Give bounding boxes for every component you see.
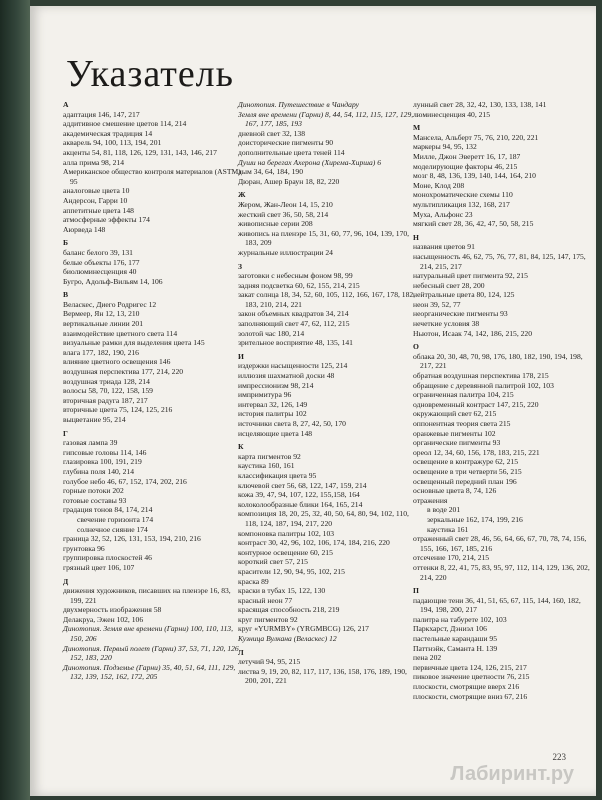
index-entry: Динотопия. Подземье (Гарни) 35, 40, 51, 64, 111, 129, 132, 139, 152, 162, 172, 205 (63, 662, 236, 682)
index-entry: Муха, Альфонс 23 (413, 209, 473, 219)
index-entry: летучий 94, 95, 215 (238, 657, 301, 667)
index-letter-heading: З (238, 261, 243, 271)
index-entry: лунный свет 28, 32, 42, 130, 133, 138, 141 (413, 100, 547, 109)
index-entry: золотой час 180, 214 (238, 328, 305, 338)
index-entry: Американское общество контроля материалов (ASTM) 95 (63, 167, 241, 186)
index-entry: дым 34, 64, 184, 190 (238, 167, 304, 177)
index-entry: мозг 8, 48, 136, 139, 140, 144, 164, 210 (413, 171, 536, 181)
book-spine (0, 0, 30, 800)
index-letter-heading: Д (63, 576, 69, 586)
index-entry: красный неон 77 (238, 595, 293, 605)
index-entry: акварель 94, 100, 113, 194, 201 (63, 138, 162, 148)
index-entry: освещение в три четверти 56, 215 (413, 466, 522, 476)
index-entry: движения художников, писавших на пленэре 16, 83, 199, 221 (63, 586, 231, 605)
index-entry: Паттнэйк, Саманта Н. 139 (413, 643, 498, 653)
index-entry: оттенки 8, 22, 41, 75, 83, 95, 97, 112, 114, 129, 136, 202, 214, 220 (413, 562, 590, 582)
index-column-1 (63, 100, 241, 682)
index-entry: вертикальные линии 201 (63, 319, 144, 329)
index-entry: отраженный свет 28, 46, 56, 64, 66, 67, 70, 78, 74, 156, 155, 166, 167, 185, 216 (413, 534, 587, 553)
index-entry: пена 202 (413, 653, 442, 663)
index-entry: названия цветов 91 (413, 242, 475, 252)
index-entry: обратная воздушная перспектива 178, 215 (413, 371, 549, 381)
index-entry: вторичная радуга 187, 217 (63, 395, 148, 405)
index-entry: Мансела, Альберт 75, 76, 210, 220, 221 (413, 132, 539, 142)
index-entry: в воде 201 (427, 505, 461, 515)
index-entry: зеркальные 162, 174, 199, 216 (427, 514, 523, 524)
index-letter-heading: А (63, 100, 69, 109)
index-entry: живописные серии 208 (238, 219, 313, 229)
index-entry: оппонентная теория света 215 (413, 419, 511, 428)
index-entry: выцветание 95, 214 (63, 415, 126, 424)
index-entry: контурное освещение 60, 215 (238, 547, 333, 557)
index-entry: дневной свет 32, 138 (238, 128, 305, 138)
index-entry: краски в тубах 15, 122, 130 (238, 586, 326, 596)
index-entry: Земля вне времени (Гарни) 8, 44, 54, 112, 115, 127, 129, 167, 177, 185, 193 (238, 109, 414, 129)
index-letter-heading: Л (238, 647, 244, 657)
index-entry: мягкий свет 28, 36, 42, 47, 50, 58, 215 (413, 219, 534, 229)
index-entry: взаимодействие цветного света 114 (63, 328, 178, 338)
index-entry: аппетитные цвета 148 (63, 205, 134, 215)
index-entry: Кузница Вулкана (Веласкес) 12 (238, 634, 337, 644)
index-entry: влияние цветного освещения 146 (63, 357, 171, 367)
index-column-2 (238, 100, 416, 686)
index-entry: окружающий свет 62, 215 (413, 409, 497, 419)
index-entry: доисторические пигменты 90 (238, 138, 334, 148)
index-entry: компоновка палитры 102, 103 (238, 528, 335, 538)
index-entry: ограниченная палитра 104, 215 (413, 390, 514, 400)
index-entry: двухмерность изображения 58 (63, 605, 162, 615)
index-entry: закон объемных квадратов 34, 214 (238, 309, 349, 319)
index-entry: освещение в контражуре 62, 215 (413, 457, 518, 467)
index-entry: интервал 32, 126, 149 (238, 399, 308, 409)
index-letter-heading: К (238, 442, 244, 452)
index-entry: каустика 160, 161 (238, 461, 295, 471)
index-entry: зрительное восприятие 48, 135, 141 (238, 338, 353, 348)
index-entry: отражения (413, 495, 448, 505)
index-entry: люминесценция 40, 215 (413, 109, 491, 119)
index-entry: заполняющий свет 47, 62, 112, 215 (238, 319, 350, 329)
index-entry: грязный цвет 106, 107 (63, 562, 135, 572)
index-entry: композиция 18, 20, 25, 32, 40, 50, 64, 80, 94, 102, 110, 118, 124, 187, 194, 217, 220 (238, 509, 409, 528)
index-entry: падающие тени 36, 41, 51, 65, 67, 115, 144, 160, 182, 194, 198, 200, 217 (413, 595, 581, 615)
index-entry: готовые составы 93 (63, 495, 127, 505)
index-entry: Милле, Джон Эверетт 16, 17, 187 (413, 151, 521, 161)
index-entry: кожа 39, 47, 94, 107, 122, 155,158, 164 (238, 490, 360, 500)
index-entry: жесткий свет 36, 50, 58, 214 (238, 209, 329, 219)
index-letter-heading: П (413, 586, 419, 596)
page-number: 223 (552, 752, 566, 762)
index-letter-heading: Б (63, 238, 69, 248)
index-entry: плоскости, смотрящие вниз 67, 216 (413, 691, 528, 701)
page-title: Указатель (66, 53, 234, 95)
index-entry: мультипликация 132, 168, 217 (413, 199, 510, 209)
index-entry: исцеляющие цвета 148 (238, 428, 313, 438)
index-entry: Жером, Жан-Леон 14, 15, 210 (238, 199, 333, 209)
index-entry: Веласкес, Диего Родригес 12 (63, 299, 157, 309)
index-letter-heading: Н (413, 232, 419, 242)
index-entry: издержки насыщенности 125, 214 (238, 361, 348, 371)
index-entry: градация тонов 84, 174, 214 (63, 505, 153, 515)
index-entry: волосы 58, 70, 122, 158, 159 (63, 386, 153, 396)
index-entry: группировка плоскостей 46 (63, 553, 152, 563)
index-entry: неорганические пигменты 93 (413, 309, 508, 319)
index-entry: небесный свет 28, 200 (413, 280, 485, 290)
index-letter-heading: Г (63, 428, 68, 438)
index-entry: пастельные карандаши 95 (413, 634, 497, 644)
index-entry: Души на берегах Ахерона (Хирема-Хирша) 6 (238, 157, 382, 167)
index-entry: Андерсон, Гарри 10 (63, 195, 128, 205)
index-entry: алла прима 98, 214 (63, 157, 125, 167)
index-entry: Делакруа, Эжен 102, 106 (63, 614, 144, 624)
index-letter-heading: И (238, 351, 244, 361)
index-entry: Динотопия. Первый полет (Гарни) 37, 53, 71, 120, 126, 152, 183, 220 (63, 643, 241, 663)
index-entry: основные цвета 8, 74, 126 (413, 486, 497, 496)
index-letter-heading: Ж (238, 190, 246, 200)
index-entry: обращение с деревянной палитрой 102, 103 (413, 380, 554, 390)
index-entry: каустика 161 (427, 524, 469, 534)
index-entry: Аюрведа 148 (63, 224, 106, 234)
index-entry: Паркхарст, Дэниэл 106 (413, 624, 487, 634)
index-entry: атмосферные эффекты 174 (63, 215, 150, 225)
index-entry: белые объекты 176, 177 (63, 257, 140, 267)
index-entry: грунтовка 96 (63, 543, 105, 553)
index-entry: граница 32, 52, 126, 131, 153, 194, 210, 216 (63, 534, 201, 544)
index-entry: импрессионизм 98, 214 (238, 380, 314, 390)
index-entry: короткий свет 57, 215 (238, 557, 308, 567)
index-column-3 (413, 100, 591, 701)
index-entry: органические пигменты 93 (413, 438, 501, 448)
index-entry: насыщенность 46, 62, 75, 76, 77, 81, 84, 125, 147, 175, 214, 215, 217 (413, 251, 586, 271)
index-entry: история палитры 102 (238, 409, 307, 419)
index-entry: одновременный контраст 147, 215, 220 (413, 399, 539, 409)
index-entry: натуральный цвет пигмента 92, 215 (413, 271, 528, 281)
index-entry: свечение горизонта 174 (77, 514, 154, 524)
index-entry: неон 39, 52, 77 (413, 299, 461, 309)
index-entry: Ньютон, Исаак 74, 142, 186, 215, 220 (413, 328, 533, 338)
index-entry: закат солнца 18, 34, 52, 60, 105, 112, 166, 167, 178, 182, 183, 210, 214, 221 (238, 290, 416, 309)
index-entry: Дюран, Ашер Браун 18, 82, 220 (238, 176, 340, 186)
index-entry: круг «YURMBY» (YRGMBCG) 126, 217 (238, 624, 369, 634)
index-entry: нейтральные цвета 80, 124, 125 (413, 290, 515, 300)
index-entry: Вермеер, Ян 12, 13, 210 (63, 309, 140, 319)
index-entry: акценты 54, 81, 118, 126, 129, 131, 143, 146, 217 (63, 147, 217, 157)
index-letter-heading: М (413, 123, 421, 133)
index-entry: вторичные цвета 75, 124, 125, 216 (63, 405, 173, 415)
index-entry: ореол 12, 34, 60, 156, 178, 183, 215, 221 (413, 447, 540, 457)
index-entry: контраст 30, 42, 96, 102, 106, 174, 184, 216, 220 (238, 538, 390, 548)
index-entry: моделирующие факторы 46, 215 (413, 161, 518, 171)
index-entry: воздушная перспектива 177, 214, 220 (63, 367, 184, 377)
index-entry: задняя подсветка 60, 62, 155, 214, 215 (238, 280, 360, 290)
index-entry: маркеры 94, 95, 132 (413, 142, 477, 152)
index-entry: баланс белого 39, 131 (63, 247, 133, 257)
index-entry: живопись на пленэре 15, 31, 60, 77, 96, 104, 139, 170, 183, 209 (238, 228, 410, 248)
index-entry: голубое небо 46, 67, 152, 174, 202, 216 (63, 476, 187, 486)
index-entry: классификация цвета 95 (238, 470, 317, 480)
index-entry: солнечное сияние 174 (77, 524, 148, 534)
index-entry: палитра на табурете 102, 103 (413, 614, 507, 624)
book-page (30, 6, 596, 796)
index-entry: монохроматические схемы 110 (413, 190, 513, 200)
index-entry: отсечение 170, 214, 215 (413, 553, 490, 563)
index-entry: биолюминесценция 40 (63, 267, 137, 277)
index-entry: листва 9, 19, 20, 82, 117, 117, 136, 158, 176, 189, 190, 200, 201, 221 (238, 666, 407, 686)
index-entry: газовая лампа 39 (63, 438, 118, 448)
index-entry: иллюзия шахматной доски 48 (238, 371, 335, 381)
index-entry: горные потоки 202 (63, 486, 124, 496)
index-entry: карта пигментов 92 (238, 451, 301, 461)
index-entry: колоколообразные блики 164, 165, 214 (238, 499, 363, 509)
index-entry: аналоговые цвета 10 (63, 186, 130, 196)
index-entry: Динотопия. Земля вне времени (Гарни) 100, 110, 113, 150, 206 (63, 624, 233, 644)
index-entry: журнальные иллюстрации 24 (238, 247, 333, 257)
index-entry: оранжевые пигменты 102 (413, 428, 496, 438)
index-entry: плоскости, смотрящие вверх 216 (413, 682, 520, 692)
index-entry: красящая способность 218, 219 (238, 605, 340, 615)
index-entry: аддитивное смешение цветов 114, 214 (63, 119, 187, 129)
index-entry: визуальные рамки для выделения цвета 145 (63, 338, 205, 348)
index-entry: Моне, Клод 208 (413, 180, 465, 190)
index-entry: красители 12, 90, 94, 95, 102, 215 (238, 566, 345, 576)
index-letter-heading: В (63, 290, 69, 300)
index-entry: влага 177, 182, 190, 216 (63, 347, 139, 357)
index-entry: нечеткие условия 38 (413, 319, 480, 329)
index-entry: академическая традиция 14 (63, 128, 153, 138)
index-entry: глазировка 100, 191, 219 (63, 457, 142, 467)
index-entry: импримитура 96 (238, 390, 292, 400)
index-entry: источники света 8, 27, 42, 50, 170 (238, 419, 346, 428)
index-entry: гипсовые головы 114, 146 (63, 447, 147, 457)
index-entry: ключевой свет 56, 68, 122, 147, 159, 214 (238, 480, 367, 490)
index-entry: воздушная триада 128, 214 (63, 376, 150, 386)
index-entry: заготовки с небесным фоном 98, 99 (238, 271, 353, 281)
index-entry: освещенный передний план 196 (413, 476, 517, 486)
index-entry: дополнительные цвета теней 114 (238, 147, 345, 157)
watermark-logo: Лабиринт.ру (450, 763, 574, 785)
index-letter-heading: О (413, 342, 419, 352)
index-entry: краска 89 (238, 576, 269, 586)
index-entry: круг пигментов 92 (238, 614, 298, 624)
index-entry: первичные цвета 124, 126, 215, 217 (413, 662, 527, 672)
index-entry: глубина поля 140, 214 (63, 466, 134, 476)
index-entry: Бугро, Адольф-Вильям 14, 106 (63, 276, 163, 286)
index-entry: пиковое значение цветности 76, 215 (413, 672, 530, 682)
index-entry: адаптация 146, 147, 217 (63, 109, 140, 119)
index-entry: Динотопия. Путешествие в Чандару (238, 100, 360, 109)
index-entry: облака 20, 30, 48, 70, 98, 176, 180, 182, 190, 194, 198, 217, 221 (413, 351, 583, 371)
